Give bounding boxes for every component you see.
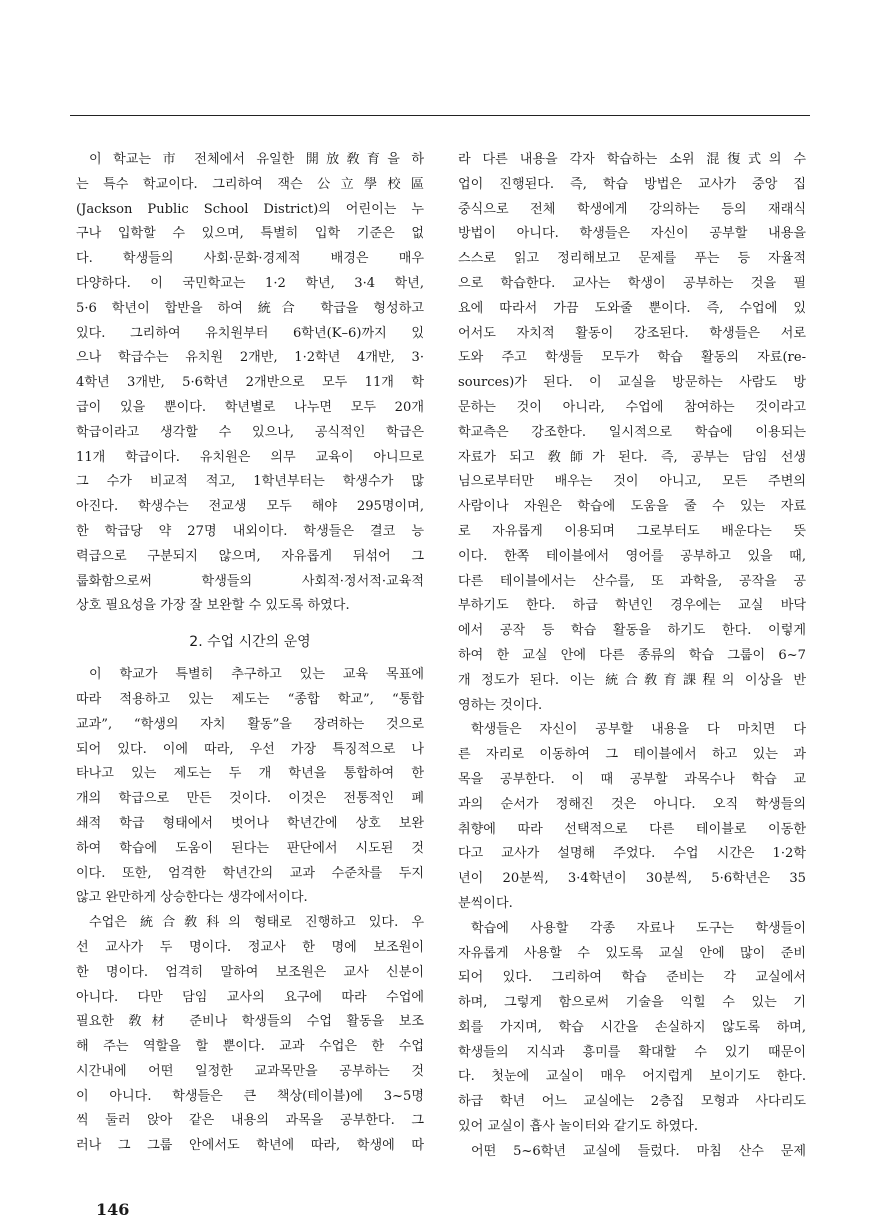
section-heading: 2. 수업 시간의 운영 bbox=[189, 634, 311, 651]
text-line: 다고 교사가 설명해 주었다. 수업 시간은 1·2학 bbox=[458, 846, 806, 862]
text-line: 그 수가 비교적 적고, 1학년부터는 학생수가 많 bbox=[76, 474, 424, 490]
text-line: 타나고 있는 제도는 두 개 학년을 통합하여 한 bbox=[76, 766, 424, 782]
text-line: 있어 교실이 흡사 놀이터와 같기도 하였다. bbox=[458, 1119, 698, 1135]
paragraph-grade-visit bbox=[458, 1140, 806, 1165]
text-line: 방법이 아니다. 학생들은 자신이 공부할 내용을 bbox=[458, 226, 806, 242]
text-line: 도와 주고 학생들 모두가 학습 활동의 자료(re- bbox=[458, 350, 806, 366]
text-line: 으나 학급수는 유치원 2개반, 1·2학년 4개반, 3· bbox=[76, 350, 424, 366]
right-column bbox=[458, 148, 806, 1165]
text-line: 다양하다. 이 국민학교는 1·2 학년, 3·4 학년, bbox=[76, 275, 424, 291]
text-line: 필요한 敎材 준비나 학생들의 수업 활동을 보조 bbox=[76, 1014, 424, 1030]
text-line: 씩 둘러 앉아 같은 내용의 과목을 공부한다. 그 bbox=[76, 1113, 424, 1129]
paragraph-mixed-learning bbox=[458, 148, 806, 718]
text-line: 자료가 되고 敎師가 된다. 즉, 공부는 담임 선생 bbox=[458, 449, 806, 465]
text-line: 취향에 따라 선택적으로 다른 테이블로 이동한 bbox=[458, 821, 806, 837]
text-line: 부하기도 한다. 하급 학년인 경우에는 교실 바닥 bbox=[458, 598, 806, 614]
text-line: 는 특수 학교이다. 그리하여 잭슨 公立學校區 bbox=[76, 176, 424, 192]
text-line: 과의 순서가 정해진 것은 아니다. 오직 학생들의 bbox=[458, 796, 806, 812]
text-line: 아진다. 학생수는 전교생 모두 해야 295명이며, bbox=[76, 499, 424, 515]
text-line: 학습에 사용할 각종 자료나 도구는 학생들이 bbox=[471, 920, 806, 936]
paragraph-materials bbox=[458, 917, 806, 1140]
text-line: 어서도 자치적 활동이 강조된다. 학생들은 서로 bbox=[458, 325, 806, 341]
text-line: 시간내에 어떤 일정한 교과목만을 공부하는 것 bbox=[76, 1063, 424, 1079]
text-line: 한 학급당 약 27명 내외이다. 학생들은 결코 능 bbox=[76, 523, 424, 539]
text-line: 교과”, “학생의 자치 활동”을 장려하는 것으로 bbox=[76, 716, 424, 732]
text-line: 요에 따라서 가끔 도와줄 뿐이다. 즉, 수업에 있 bbox=[458, 300, 806, 316]
text-line: 11개 학급이다. 유치원은 의무 교육이 아니므로 bbox=[76, 449, 424, 465]
text-line: 분씩이다. bbox=[458, 895, 513, 911]
text-line: 되어 있다. 그리하여 학습 준비는 각 교실에서 bbox=[458, 970, 806, 986]
text-line: 사람이나 자원은 학습에 도움을 줄 수 있는 자료 bbox=[458, 499, 806, 515]
text-line: 해 주는 역할을 할 뿐이다. 교과 수업은 한 수업 bbox=[76, 1039, 424, 1055]
text-line: 개 정도가 된다. 이는 統合敎育課程의 이상을 반 bbox=[458, 672, 806, 688]
text-line: 이 학교가 특별히 추구하고 있는 교육 목표에 bbox=[89, 667, 424, 683]
text-line: 되어 있다. 이에 따라, 우선 가장 특징적으로 나 bbox=[76, 741, 424, 757]
text-line: 력급으로 구분되지 않으며, 자유롭게 뒤섞어 그 bbox=[76, 548, 424, 564]
text-line: 아니다. 다만 담임 교사의 요구에 따라 수업에 bbox=[76, 989, 424, 1005]
text-line: 쇄적 학급 형태에서 벗어나 학년간에 상호 보완 bbox=[76, 815, 424, 831]
text-line: 하급 학년 어느 교실에는 2층집 모형과 사다리도 bbox=[458, 1094, 806, 1110]
text-line: 이 학교는 市 전체에서 유일한 開放敎育을 하 bbox=[89, 152, 424, 167]
text-line: 학교측은 강조한다. 일시적으로 학습에 이용되는 bbox=[458, 424, 806, 440]
text-line: 하여 학습에 도움이 된다는 판단에서 시도된 것 bbox=[76, 840, 424, 856]
text-line: (Jackson Public School District)의 어린이는 누 bbox=[76, 201, 424, 217]
paragraph-class-time bbox=[458, 718, 806, 916]
text-line: 으로 학습한다. 교사는 학생이 공부하는 것을 필 bbox=[458, 275, 806, 291]
page-number: 146 bbox=[96, 1200, 130, 1219]
text-line: 학급이라고 생각할 수 있으나, 공식적인 학급은 bbox=[76, 424, 424, 440]
text-line: 수업은 統合敎科의 형태로 진행하고 있다. 우 bbox=[89, 915, 424, 931]
text-line: 에서 공작 등 학습 활동을 하기도 한다. 이렇게 bbox=[458, 623, 806, 639]
text-line: 문하는 것이 아니라, 수업에 참여하는 것이라고 bbox=[458, 399, 806, 415]
text-line: 하여 한 교실 안에 다른 종류의 학습 그룹이 6~7 bbox=[458, 647, 806, 663]
text-line: 영하는 것이다. bbox=[458, 697, 543, 713]
text-line: 4학년 3개반, 5·6학년 2개반으로 모두 11개 학 bbox=[76, 375, 424, 391]
text-line: 학생들의 지식과 흥미를 확대할 수 있기 때문이 bbox=[458, 1044, 806, 1060]
paragraph-education-goals bbox=[76, 663, 424, 911]
paragraph-open-education bbox=[76, 148, 424, 619]
paragraph-integrated-subjects bbox=[76, 911, 424, 1159]
text-line: 중식으로 전체 학생에게 강의하는 등의 재래식 bbox=[458, 201, 806, 217]
text-line: 이다. 또한, 엄격한 학년간의 교과 수준차를 두지 bbox=[76, 865, 424, 881]
text-line: 학생들은 자신이 공부할 내용을 다 마치면 다 bbox=[471, 722, 806, 738]
text-line: 다. 첫눈에 교실이 매우 어지럽게 보이기도 한다. bbox=[458, 1069, 806, 1085]
text-line: 라 다른 내용을 각자 학습하는 소위 混復式의 수 bbox=[458, 152, 806, 167]
text-line: 급이 있을 뿐이다. 학년별로 나누면 모두 20개 bbox=[76, 399, 424, 415]
text-line: 않고 완만하게 상승한다는 생각에서이다. bbox=[76, 890, 308, 906]
text-line: 님으로부터만 배우는 것이 아니고, 모든 주변의 bbox=[458, 474, 806, 490]
text-line: 목을 공부한다. 이 때 공부할 과목수나 학습 교 bbox=[458, 771, 806, 787]
text-line: 업이 진행된다. 즉, 학습 방법은 교사가 중앙 집 bbox=[458, 176, 806, 192]
text-line: 어떤 5~6학년 교실에 들렀다. 마침 산수 문제 bbox=[471, 1143, 806, 1159]
text-line: 다. 학생들의 사회·문화·경제적 배경은 매우 bbox=[76, 251, 424, 267]
text-line: 선 교사가 두 명이다. 정교사 한 명에 보조원이 bbox=[76, 939, 424, 955]
text-line: 개의 학급으로 만든 것이다. 이것은 전통적인 폐 bbox=[76, 791, 424, 807]
text-line: 년이 20분씩, 3·4학년이 30분씩, 5·6학년은 35 bbox=[458, 871, 806, 887]
text-line: 로 자유롭게 이용되며 그로부터도 배운다는 뜻 bbox=[458, 523, 806, 539]
text-line: 러나 그 그룹 안에서도 학년에 따라, 학생에 따 bbox=[76, 1138, 424, 1154]
text-line: 다른 테이블에서는 산수를, 또 과학을, 공작을 공 bbox=[458, 573, 806, 589]
text-line: 이 아니다. 학생들은 큰 책상(테이블)에 3~5명 bbox=[76, 1088, 424, 1104]
text-line: 이다. 한쪽 테이블에서 영어를 공부하고 있을 때, bbox=[458, 548, 806, 564]
text-line: 따라 적용하고 있는 제도는 “종합 학교”, “통합 bbox=[76, 691, 424, 707]
text-line: 회를 가지며, 학습 시간을 손실하지 않도록 하며, bbox=[458, 1019, 806, 1035]
text-line: 자유롭게 사용할 수 있도록 교실 안에 많이 준비 bbox=[458, 945, 806, 961]
text-line: sources)가 된다. 이 교실을 방문하는 사람도 방 bbox=[458, 375, 806, 391]
text-line: 구나 입학할 수 있으며, 특별히 입학 기준은 없 bbox=[76, 226, 424, 242]
text-line: 스스로 읽고 정리해보고 문제를 푸는 등 자율적 bbox=[458, 251, 806, 267]
text-line: 5·6 학년이 합반을 하여 統合 학급을 형성하고 bbox=[76, 300, 424, 316]
left-column bbox=[76, 148, 424, 1159]
header-rule bbox=[70, 115, 810, 116]
text-line: 있다. 그리하여 유치원부터 6학년(K–6)까지 있 bbox=[76, 325, 424, 341]
text-line: 상호 필요성을 가장 잘 보완할 수 있도록 하였다. bbox=[76, 598, 350, 614]
text-line: 룹화함으로써 학생들의 사회적·정서적·교육적 bbox=[76, 573, 424, 589]
text-line: 하며, 그렇게 함으로써 기술을 익힐 수 있는 기 bbox=[458, 995, 806, 1011]
text-line: 른 자리로 이동하여 그 테이블에서 하고 있는 과 bbox=[458, 747, 806, 763]
text-line: 한 명이다. 엄격히 말하여 보조원은 교사 신분이 bbox=[76, 964, 424, 980]
